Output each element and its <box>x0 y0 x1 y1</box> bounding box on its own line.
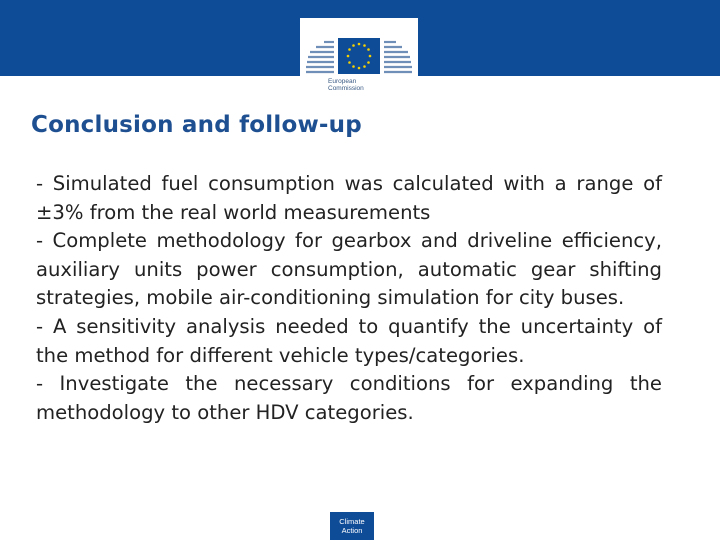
logo-text-line2: Commission <box>328 85 364 92</box>
european-commission-logo <box>300 18 418 102</box>
climate-action-badge <box>330 512 374 540</box>
commission-building-icon <box>304 22 414 78</box>
badge-line1: Climate <box>339 517 365 526</box>
bullet-point-2: - Complete methodology for gearbox and driveline efficiency, auxiliary units power consumption, automatic gear shifting strategies, mobile air-conditioning simulation for city buses. <box>36 229 662 310</box>
logo-text-line1: European <box>328 78 357 85</box>
badge-line2: Action <box>341 526 363 535</box>
bullet-point-4: - Investigate the necessary conditions for expanding the methodology to other HDV categories. <box>36 372 662 424</box>
bullet-point-1: - Simulated fuel consumption was calculated with a range of ±3% from the real world measurements <box>36 172 662 224</box>
logo-text <box>328 78 364 92</box>
slide-body <box>36 170 662 427</box>
slide-title: Conclusion and follow-up <box>31 112 362 138</box>
bullet-point-3: - A sensitivity analysis needed to quantify the uncertainty of the method for different vehicle types/categories. <box>36 314 662 367</box>
